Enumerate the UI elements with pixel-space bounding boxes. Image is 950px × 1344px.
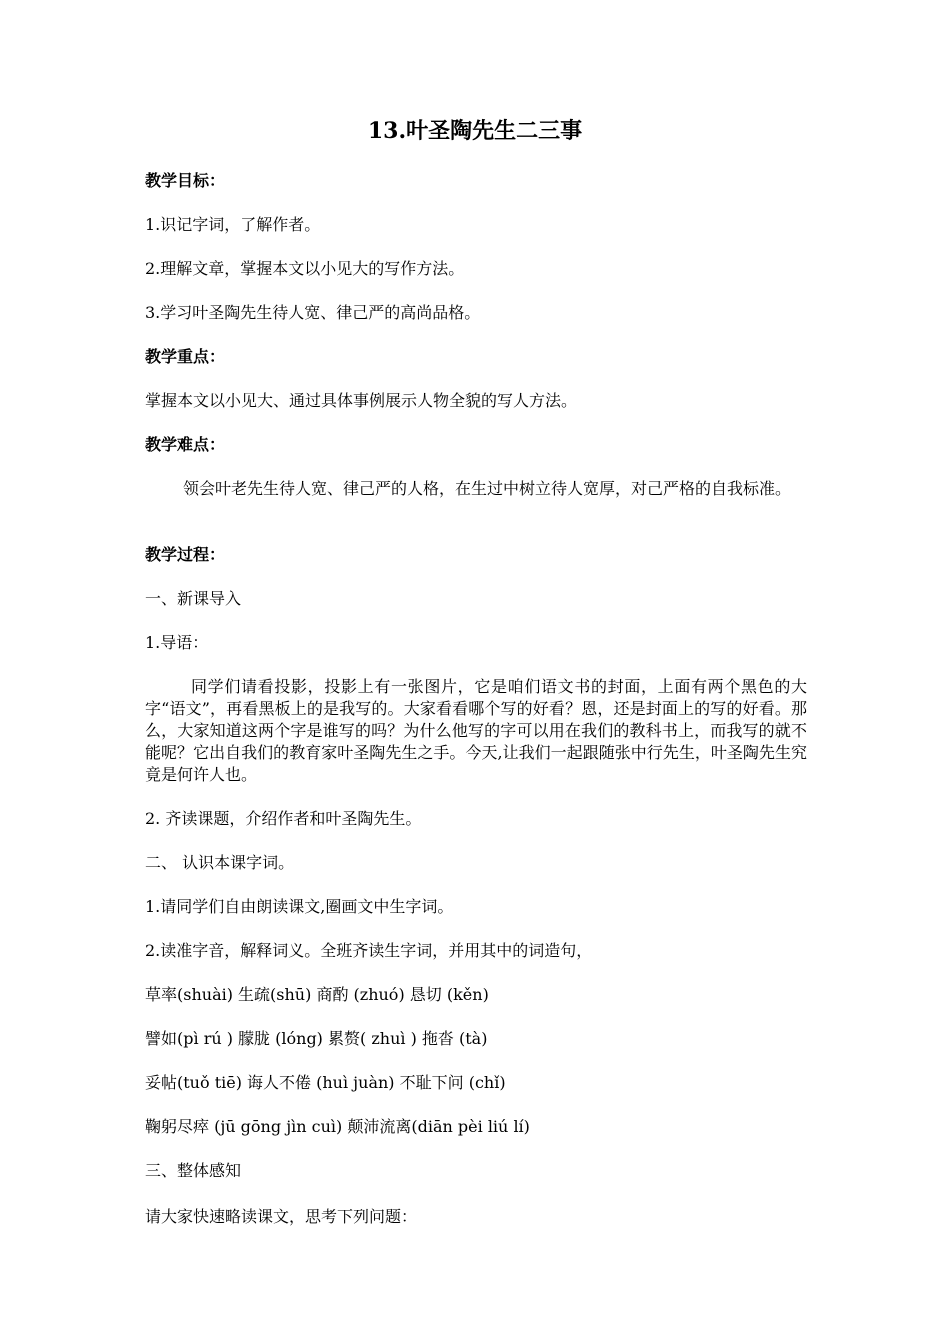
- section-2-item-1: 1.请同学们自由朗读课文,圈画文中生字词。: [145, 897, 454, 916]
- difficulty-text: 领会叶老先生待人宽、律己严的人格，在生过中树立待人宽厚，对己严格的自我标准。: [183, 479, 792, 498]
- vocab-line-2: 譬如(pì rú ) 朦胧 (lóng) 累赘( zhuì ) 拖沓 (tà): [145, 1029, 488, 1048]
- vocab-line-1: 草率(shuài) 生疏(shū) 商酌 (zhuó) 恳切 (kěn): [145, 985, 489, 1004]
- goal-item-1: 1.识记字词，了解作者。: [145, 215, 321, 234]
- intro-label: 1.导语：: [145, 633, 209, 652]
- vocab-line-3: 妥帖(tuǒ tiē) 诲人不倦 (huì juàn) 不耻下问 (chǐ): [145, 1073, 506, 1092]
- goal-item-2: 2.理解文章，掌握本文以小见大的写作方法。: [145, 259, 465, 278]
- section-2-item-2: 2.读准字音，解释词义。全班齐读生字词，并用其中的词造句，: [145, 941, 593, 960]
- difficulty-heading: 教学难点：: [145, 435, 226, 454]
- section-1-heading: 一、新课导入: [145, 589, 242, 608]
- document-title: 13.叶圣陶先生二三事: [367, 118, 583, 144]
- vocab-line-4: 鞠躬尽瘁 (jū gōng jìn cuì) 颠沛流离(diān pèi liú lí): [145, 1117, 530, 1136]
- step-2: 2. 齐读课题，介绍作者和叶圣陶先生。: [145, 809, 422, 828]
- section-2-heading: 二、 认识本课字词。: [145, 853, 295, 872]
- goals-heading: 教学目标：: [145, 171, 226, 190]
- process-heading: 教学过程：: [145, 545, 226, 564]
- section-3-heading: 三、整体感知: [145, 1161, 242, 1180]
- section-3-text: 请大家快速略读课文，思考下列问题：: [145, 1207, 418, 1226]
- intro-paragraph: 同学们请看投影，投影上有一张图片，它是咱们语文书的封面，上面有两个黑色的大字“语文”，再看黑板上的是我写的。大家看看哪个写的好看？恩，还是封面上的写的好看。那么，大家知道这两个字是谁写的吗？为什么他写的字可以用在我们的教科书上，而我写的就不能呢？它出自我们的教育家叶圣陶先生之手。今天,让我们一起跟随张中行先生，叶圣陶先生究竟是何许人也。: [145, 677, 807, 784]
- goal-item-3: 3.学习叶圣陶先生待人宽、律己严的高尚品格。: [145, 303, 481, 322]
- key-point-text: 掌握本文以小见大、通过具体事例展示人物全貌的写人方法。: [145, 391, 578, 410]
- key-point-heading: 教学重点：: [145, 347, 226, 366]
